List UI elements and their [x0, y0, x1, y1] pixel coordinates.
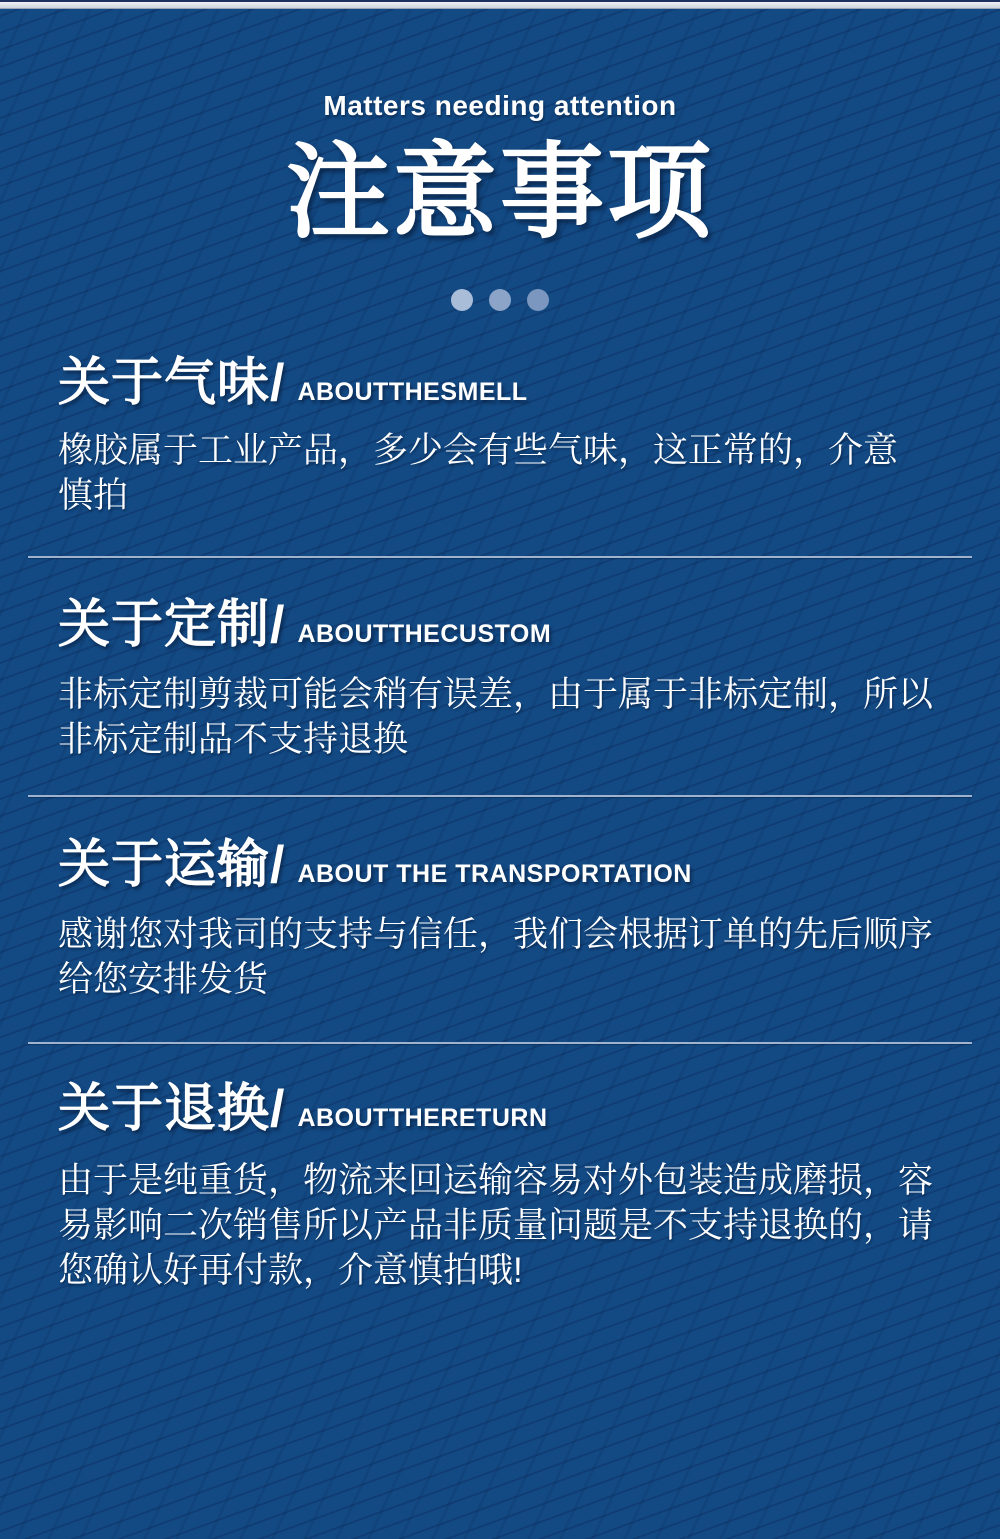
body-line: 您确认好再付款，介意慎拍哦! — [58, 1251, 523, 1290]
body-line: 非标定制品不支持退换 — [58, 720, 409, 759]
section-title-en: ABOUTTHERETURN — [297, 1104, 548, 1132]
carousel-dot-1 — [451, 289, 473, 311]
section-title-zh: 关于气味/ — [58, 354, 286, 412]
body-line: 易影响二次销售所以产品非质量问题是不支持退换的，请 — [58, 1206, 934, 1245]
section-divider — [28, 795, 972, 797]
section-title-en: ABOUT THE TRANSPORTATION — [297, 860, 692, 888]
top-light-strip — [0, 2, 1000, 9]
section-body-smell — [58, 428, 960, 518]
section-title-en: ABOUTTHECUSTOM — [297, 620, 552, 648]
section-heading-custom — [58, 594, 960, 656]
body-line: 橡胶属于工业产品，多少会有些气味，这正常的，介意 — [58, 431, 899, 470]
page-title: 注意事项 — [285, 135, 714, 251]
section-body-return — [58, 1158, 960, 1293]
section-body-custom — [58, 672, 960, 762]
body-line: 感谢您对我司的支持与信任，我们会根据订单的先后顺序 — [58, 915, 934, 954]
section-title-zh: 关于退换/ — [58, 1080, 286, 1138]
section-title-zh: 关于定制/ — [58, 596, 286, 654]
carousel-dots — [0, 289, 1000, 311]
body-line: 非标定制剪裁可能会稍有误差，由于属于非标定制，所以 — [58, 675, 934, 714]
body-line: 慎拍 — [58, 476, 129, 515]
carousel-dot-3 — [527, 289, 549, 311]
body-line: 由于是纯重货，物流来回运输容易对外包装造成磨损，容 — [58, 1161, 934, 1200]
section-title-en: ABOUTTHESMELL — [297, 378, 528, 406]
body-line: 给您安排发货 — [58, 960, 269, 999]
carousel-dot-2 — [489, 289, 511, 311]
section-heading-transportation — [58, 834, 960, 896]
section-title-zh: 关于运输/ — [58, 836, 286, 894]
section-body-transportation — [58, 912, 960, 1002]
section-divider — [28, 1042, 972, 1044]
section-heading-return — [58, 1078, 960, 1140]
section-heading-smell — [58, 352, 960, 414]
hero-subtitle-english: Matters needing attention — [323, 90, 677, 121]
section-divider — [28, 556, 972, 558]
